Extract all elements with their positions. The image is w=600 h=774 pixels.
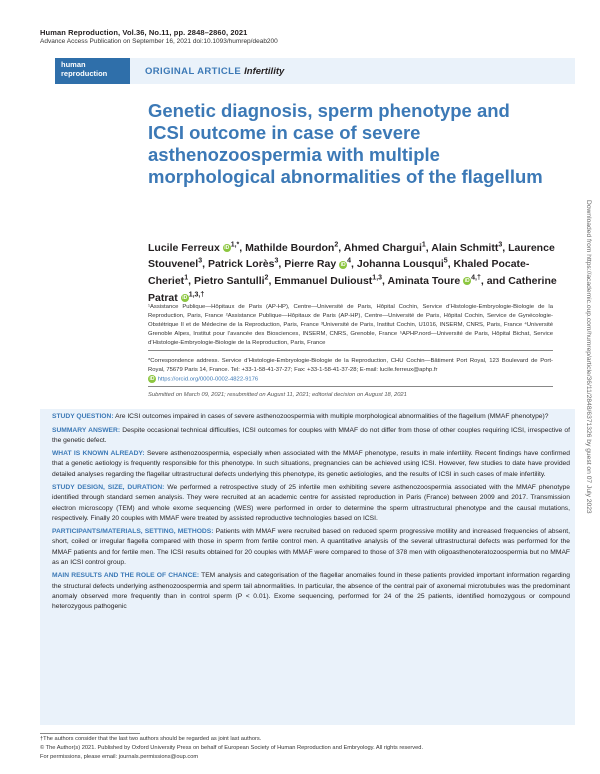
author <box>431 242 508 254</box>
author <box>357 258 454 270</box>
abstract-section-label: STUDY QUESTION: <box>52 413 114 420</box>
author-separator: , <box>268 275 275 288</box>
author-name: Ahmed Chargui <box>343 241 422 254</box>
author-name: Catherine Patrat <box>148 275 557 304</box>
abstract-section-label: SUMMARY ANSWER: <box>52 426 121 434</box>
author-affiliation-marker: 4 <box>347 257 352 265</box>
author-affiliation-marker: 2 <box>264 274 269 282</box>
author <box>284 258 357 270</box>
abstract-section-text: Are ICSI outcomes impaired in cases of severe asthenozoospermia with multiple morphological abnormalities of the flagellum (MMAF phenotype)? <box>115 413 549 420</box>
affiliations: ¹Assistance Publique—Hôpitaux de Paris (AP-HP), Centre—Université de Paris, Hôpital Cochin, Service d’Histologie-Embryologie-Biologie de la Reproduction, Paris, France ²Assistance Publique—Hôpitaux de Paris (AP-HP), Centre—Université de Paris, Hôpital Cochin, Service de Gynécologie-Obstétrique II et de Médecine de la Reproduction, Paris, France ³Université de Paris, Institut Cochin, U1016, INSERM, CNRS, Paris, France ⁴Université Grenoble Alpes, Institut pour l’avancée des Biosciences, INSERM, CNRS, Grenoble, France ⁵APHP.nord—Université de Paris, Hôpital Bichat, Service d’Histologie-Embryologie-Biologie de la Reproduction, Paris, France <box>148 304 553 346</box>
author-name: Emmanuel Dulioust <box>274 275 373 288</box>
author-name: Alain Schmitt <box>431 241 499 254</box>
author-affiliation-marker: 3 <box>498 241 503 248</box>
abstract-section-text: We performed a retrospective study of 25 infertile men exhibiting severe asthenozoospermia associated with the MMAF phenotype identified through standard semen analysis. They were recruited at an academic centre for assisted reproduction in Paris (France) between 2009 and 2017. Transmission electron microscopy (TEM) and whole exome sequencing (WES) were performed in order to determine the sperm ultrastructural phenotype and the causal mutations, respectively. Finally 20 couples with MMAF were treated by assisted reproductive technologies based on ICSI. <box>52 484 570 522</box>
orcid-icon[interactable]: iD <box>182 295 188 302</box>
author-name: Pierre Ray <box>284 258 337 271</box>
author <box>344 242 432 254</box>
orcid-icon[interactable]: iD <box>340 261 346 268</box>
author-separator: , <box>338 241 344 254</box>
author-separator: , <box>202 258 208 271</box>
orcid-icon[interactable]: iD <box>224 244 230 251</box>
abstract-section <box>52 527 570 568</box>
copyright-notice: © The Author(s) 2021. Published by Oxford University Press on behalf of European Society of Human Reproduction and Embryology. All rights reserved. <box>40 745 424 751</box>
abstract-section-text: Despite occasional technical difficulties, ICSI outcomes for couples with MMAF do not differ from those of other couples requiring ICSI, irrespective of the genetic defect. <box>52 426 570 444</box>
abstract-section-label: MAIN RESULTS AND THE ROLE OF CHANCE: <box>52 572 200 580</box>
author-name: Patrick Lorès <box>207 258 275 271</box>
author-affiliation-marker: 1 <box>184 274 189 282</box>
author-name: Mathilde Bourdon <box>245 241 335 254</box>
article-topic: Infertility <box>244 66 285 77</box>
abstract-section <box>52 412 570 422</box>
author <box>274 275 387 287</box>
access-info: Advance Access Publication on September 16, 2021 doi:10.1093/humrep/deab200 <box>40 38 278 45</box>
orcid-icon: iD <box>149 376 155 382</box>
author-separator: , <box>188 275 194 288</box>
author-separator: , <box>425 241 432 254</box>
author-separator: , <box>351 258 357 271</box>
correspondence <box>148 357 553 385</box>
author-name: Khaled Pocate-Cheriet <box>148 258 530 288</box>
author-affiliation-marker: 3 <box>198 257 203 265</box>
abstract-section <box>52 426 570 446</box>
author <box>245 242 344 254</box>
author <box>194 275 274 287</box>
journal-logo-line2: reproduction <box>61 68 108 78</box>
author-name: Johanna Lousqui <box>356 258 444 271</box>
abstract-section-text: TEM analysis and categorisation of the flagellar anomalies found in these patients provided important information regarding the structural defects underlying asthenozoospermia and sperm tail abnormalities. In particular, the absence of the central pair of axonemal microtubules was the predominant anomaly observed more frequently than in control sperm (P < 0.01). Exome sequencing, performed for 24 of the 25 patients, identified homozygous or compound heterozygous pathogenic <box>52 572 570 610</box>
author-affiliation-marker: 1 <box>421 241 426 248</box>
abstract <box>52 412 570 615</box>
abstract-section-label: WHAT IS KNOWN ALREADY: <box>52 450 145 458</box>
divider <box>148 350 553 351</box>
author <box>387 275 508 287</box>
abstract-section-label: STUDY DESIGN, SIZE, DURATION: <box>52 484 165 492</box>
author-affiliation-marker: 3 <box>274 257 279 265</box>
author-separator: , <box>239 241 246 254</box>
author <box>148 242 245 254</box>
orcid-icon[interactable]: iD <box>464 278 470 285</box>
journal-logo-line1: human <box>61 60 86 69</box>
author-name: Pietro Santulli <box>193 275 265 288</box>
author <box>208 258 284 270</box>
permissions-notice: For permissions, please email: journals.permissions@oup.com <box>40 754 199 760</box>
author-separator: , <box>502 241 509 254</box>
download-note: Downloaded from https://academic.oup.com/humrep/article/36/11/2848/6371326 by guest on 07 July 2023 <box>585 200 592 514</box>
author-separator: , <box>278 258 285 271</box>
author-name: Lucile Ferreux <box>148 241 220 254</box>
abstract-section-text: Patients with MMAF were recruited based on reduced sperm progressive motility and increased frequencies of absent, short, coiled or irregular flagella compared with those in sperm from fertile control men. A quantitative analysis of the several ultrastructural defects was performed for the MMAF patients and for fertile men. The ICSI results obtained for 20 couples with MMAF were compared to those of 378 men with oligoasthenoteratozoospermia but no MMAF as an ICSI control group. <box>52 528 571 566</box>
article-type <box>145 66 284 77</box>
article-title: Genetic diagnosis, sperm phenotype and ICSI outcome in case of severe asthenozoospermia with multiple morphological abnormalities of the flagellum <box>148 100 543 187</box>
journal-logo[interactable] <box>55 58 130 84</box>
author-separator: , <box>447 258 454 271</box>
footnote-divider <box>40 733 140 734</box>
author-separator: , and <box>480 275 509 288</box>
orcid-link[interactable]: https://orcid.org/0000-0002-4822-9176 <box>157 376 259 383</box>
abstract-section <box>52 449 570 480</box>
author-list <box>148 238 568 305</box>
abstract-section-label: PARTICIPANTS/MATERIALS, SETTING, METHODS: <box>52 528 214 536</box>
abstract-section-text: Severe asthenozoospermia, especially when associated with the MMAF phenotype, results in male infertility. Recent findings have confirmed that a genetic aetiology is frequently responsible for this phenotype. In such situations, pregnancies can be achieved using ICSI. However, few studies to date have provided detailed analyses regarding the flagellar ultrastructural defects underlying this phenotype, its genetic aetiologies, and the results of ICSI in such cases of male infertility. <box>52 450 570 478</box>
journal-citation: Human Reproduction, Vol.36, No.11, pp. 2848–2860, 2021 <box>40 28 248 37</box>
author-name: Aminata Toure <box>387 275 461 288</box>
abstract-section <box>52 571 570 612</box>
divider <box>148 386 553 387</box>
submission-dates: Submitted on March 09, 2021; resubmitted on August 11, 2021; editorial decision on August 18, 2021 <box>148 392 407 398</box>
article-type-label: ORIGINAL ARTICLE <box>145 66 242 77</box>
author-affiliation-marker: 5 <box>443 257 448 265</box>
author-affiliation-marker: 4,† <box>471 274 481 282</box>
author-affiliation-marker: 1,3,† <box>188 291 205 299</box>
abstract-section <box>52 483 570 524</box>
correspondence-text: *Correspondence address. Service d’Histologie-Embryologie-Biologie de la Reproduction, CHU Cochin—Bâtiment Port Royal, 123 Boulevard de Port-Royal, 75679 Paris 14, France. Tel: +33-1-58-41-37-27; Fax: +33-1-58-41-37-28; E-mail: lucile.ferreux@aphp.fr <box>148 358 553 373</box>
footnote-joint-authors: †The authors consider that the last two authors should be regarded as joint last authors. <box>40 736 262 742</box>
author-affiliation-marker: 1,3 <box>372 274 383 282</box>
author-affiliation-marker: 1,* <box>230 241 240 248</box>
author-name: Laurence Stouvenel <box>148 241 555 271</box>
author-affiliation-marker: 2 <box>334 241 339 248</box>
author-separator: , <box>382 275 388 288</box>
